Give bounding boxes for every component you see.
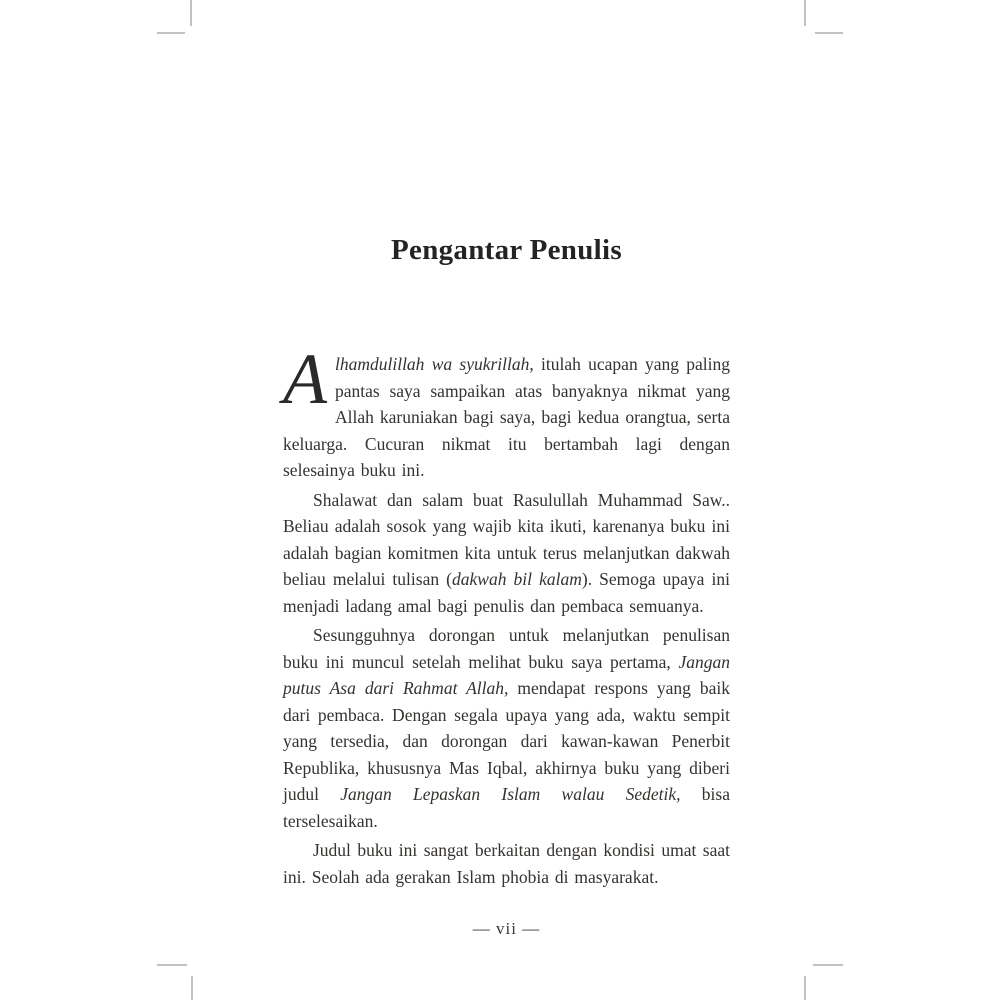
body-text xyxy=(283,339,731,893)
text-run: Shalawat dan salam buat Rasulullah Muhammad Saw.. Beliau adalah sosok yang wajib kita ikuti, karenanya buku ini adalah bagian komitmen kita untuk terus melanjutkan dakwah beliau melalui tulisan ( xyxy=(283,489,730,589)
crop-mark-top-left-horizontal xyxy=(157,32,185,34)
crop-mark-top-left-vertical xyxy=(190,0,192,26)
crop-mark-top-right-vertical xyxy=(804,0,806,26)
paragraph xyxy=(283,487,730,620)
text-run: , itulah ucapan yang paling pantas saya sampaikan atas banyaknya nikmat yang Allah karuniakan bagi saya, bagi kedua orangtua, serta keluarga. Cucuran nikmat itu bertambah lagi dengan selesainya buku ini. xyxy=(283,354,730,480)
text-run: Judul buku ini sangat berkaitan dengan kondisi umat saat ini. Seolah ada gerakan Islam phobia di masyarakat. xyxy=(283,840,730,887)
crop-mark-bottom-right-horizontal xyxy=(813,964,843,966)
page-number: — vii — xyxy=(472,919,541,938)
drop-cap: A xyxy=(283,339,327,419)
crop-mark-top-right-horizontal xyxy=(815,32,843,34)
italic-run: Jangan putus Asa dari Rahmat Allah, xyxy=(283,651,730,698)
italic-run: Jangan Lepaskan Islam walau Sedetik, xyxy=(340,784,681,804)
crop-mark-bottom-right-vertical xyxy=(804,976,806,1000)
paragraph xyxy=(283,622,730,834)
italic-run: dakwah bil kalam xyxy=(452,569,582,589)
paragraph xyxy=(283,339,730,484)
text-run: mendapat respons yang baik dari pembaca. Dengan segala upaya yang ada, waktu sempit yang tersedia, dan dorongan dari kawan-kawan Penerbit Republika, khususnya Mas Iqbal, akhirnya buku yang diberi judul xyxy=(283,678,730,804)
text-run: bisa terselesaikan. xyxy=(283,784,730,831)
italic-run: lhamdulillah wa syukrillah xyxy=(334,354,530,374)
crop-mark-bottom-left-horizontal xyxy=(157,964,187,966)
crop-mark-bottom-left-vertical xyxy=(191,976,193,1000)
text-run: Sesungguhnya dorongan untuk melanjutkan penulisan buku ini muncul setelah melihat buku saya pertama, xyxy=(283,625,730,672)
paragraph xyxy=(283,837,730,890)
text-run: ). Semoga upaya ini menjadi ladang amal bagi penulis dan pembaca semuanya. xyxy=(283,569,731,616)
page-title: Pengantar Penulis xyxy=(391,234,622,266)
